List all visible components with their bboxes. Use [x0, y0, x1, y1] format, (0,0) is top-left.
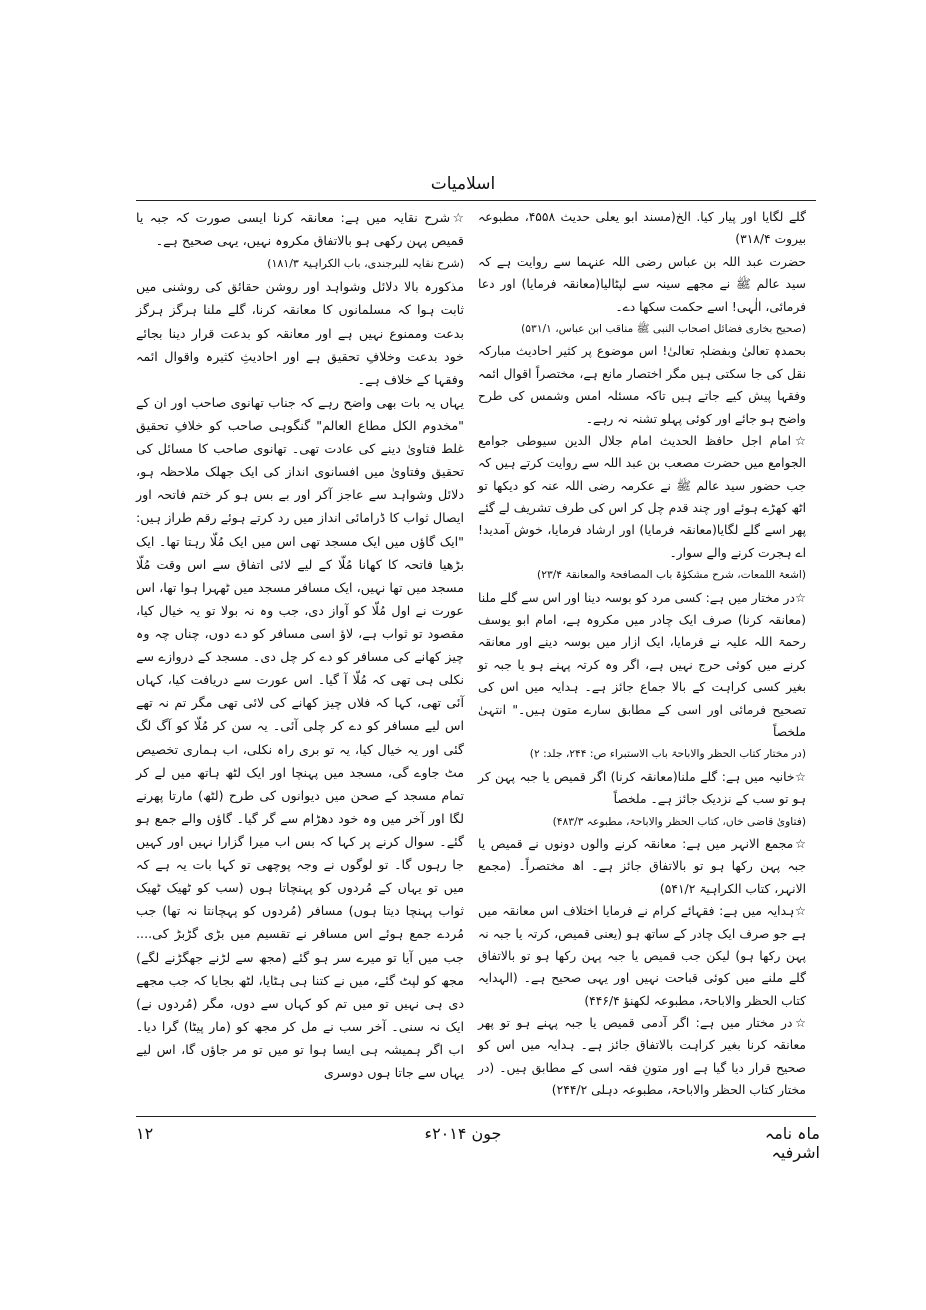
footer-magazine-name: ماہ نامہ اشرفیہ: [764, 1124, 820, 1162]
page-header-title: اسلامیات: [430, 174, 496, 194]
paragraph: حضرت عبد اللہ بن عباس رضی اللہ عنہما سے روایت ہے کہ سید عالم ﷺ نے مجھے سینہ سے لپٹالیا(معانقہ فرمایا) اور دعا فرمائی، الٰہی! اسے حکمت سکھا دے۔: [478, 254, 806, 314]
reference-citation: (اشعۃ اللمعات، شرح مشکوٰۃ باب المصافحۃ والمعانقۃ ۲۳/۴): [537, 568, 806, 582]
paragraph: بحمدہٖ تعالیٰ وبفضلہٖ تعالیٰ! اس موضوع پر کثیر احادیث مبارکہ نقل کی جا سکتی ہیں مگر اختصار مانع ہے، مختصراً اقوال ائمہ وفقہا پیش کیے جاتے ہیں تاکہ مسئلہ امس وشمس کی طرح واضح ہو جائے اور کوئی پہلو تشنہ نہ رہے۔: [478, 344, 806, 426]
paragraph: "ایک گاؤں میں ایک مسجد تھی اس میں ایک مُلّا رہتا تھا۔ ایک بڑھیا فاتحہ کا کھانا مُلّا کے لیے لائی اتفاق سے اس وقت مُلّا مسجد میں تھا نہیں، ایک مسافر مسجد میں ٹھہرا ہوا تھا، اس عورت نے اول مُلّا کو آواز دی، جب وہ نہ بولا تو یہ خیال کیا، مقصود تو ثواب ہے، لاؤ اسی مسافر کو دے دوں، چناں چہ وہ چیز کھانے کی مسافر کو دے کر چل دی۔ مسجد کے دروازے سے نکلی ہی تھی کہ مُلّا آ گیا۔ اس عورت سے دریافت کیا، کہاں آئی تھی، کہا کہ فلاں چیز کھانے کی لائی تھی مگر تم نہ تھے اس لیے مسافر کو دے کر چلی آئی۔ یہ سن کر مُلّا کو آگ لگ گئی اور یہ خیال کیا، یہ تو بری راہ نکلی، اب ہماری تخصیص مٹ جاوے گی، مسجد میں پہنچا اور ایک لٹھ ہاتھ میں لے کر تمام مسجد کے صحن میں دیوانوں کی طرح (لٹھ) مارتا پھرنے لگا اور آخر میں وہ خود دھڑام سے گر گیا۔ گاؤں والے جمع ہو گئے۔ سوال کرنے پر کہا کہ بس اب میرا گزارا نہیں اور کہیں جا رہوں گا۔ تو لوگوں نے وجہ پوچھی تو کہا بات یہ ہے کہ میں تو یہاں کے مُردوں کو پہنچاتا ہوں (سب کو ٹھیک ٹھیک ثواب پہنچا دیتا ہوں) مسافر (مُردوں کو پہچانتا نہ تھا) جب مُردے جمع ہوئے اس مسافر نے تقسیم میں بڑی گڑبڑ کی.... جب میں آیا تو میرے سر ہو گئے (مجھ سے لڑنے جھگڑنے لگے) مجھ کو لپٹ گئے، میں نے کتنا ہی ہٹایا، لٹھ بجایا کہ جب مجھے دی ہی نہیں تو میں تم کو کہاں سے دوں، مگر (مُردوں نے) ایک نہ سنی۔ آخر سب نے مل کر مجھ کو (مار پیٹا) گرا دیا۔ اب اگر ہمیشہ ہی ایسا ہوا تو میں تو مر جاؤں گا، اس لیے یہاں سے جاتا ہوں دوسری: [136, 533, 464, 1081]
right-text-column: [478, 206, 806, 1102]
paragraph: یہاں یہ بات بھی واضح رہے کہ جناب تھانوی صاحب اور ان کے "مخدوم الکل مطاع العالم" گنگوہی صاحب کو خلافِ تحقیق غلط فتاویٰ دینے کی عادت تھی۔ تھانوی صاحب کا مسائل کی تحقیق وفتاویٰ میں افسانوی انداز کی ایک جھلک ملاحظہ ہو، دلائل وشواہد سے عاجز آکر اور بے بس ہو کر ختم فاتحہ اور ایصال ثواب کا ڈرامائی انداز میں رد کرتے ہوئے رقم طراز ہیں:: [135, 394, 464, 526]
footer-divider: [136, 1116, 816, 1117]
paragraph: گلے لگایا اور پیار کیا. الخ(مسند ابو یعلی حدیث ۴۵۵۸، مطبوعہ بیروت ۳۱۸/۴): [478, 210, 806, 247]
header-divider: [136, 200, 816, 201]
reference-citation: (در مختار کتاب الحظر والاباحۃ باب الاستبراء ص: ۲۴۴، جلد: ۲): [529, 747, 806, 761]
paragraph: ☆در مختار میں ہے: کسی مرد کو بوسہ دینا اور اس سے گلے ملنا (معانقہ کرنا) صرف ایک چادر میں مکروہ ہے، امام ابو یوسف رحمۃ اللہ علیہ نے فرمایا، ایک ازار میں بوسہ دینے اور معانقہ کرنے میں کوئی حرج نہیں ہے، اگر وہ کرتہ پہنے ہو یا جبہ تو بغیر کسی کراہت کے بالا جماع جائز ہے۔ ہدایہ میں اس کی تصحیح فرمائی اور اسی کے مطابق سارے متون ہیں۔" انتہیٰ ملخصاً: [478, 590, 806, 739]
reference-citation: (صحیح بخاری فضائل اصحاب النبی ﷺ مناقب ابن عباس، ۵۳۱/۱): [521, 321, 806, 335]
footer-page-number: ۱۲: [136, 1124, 154, 1143]
paragraph: ☆خانیہ میں ہے: گلے ملنا(معانقہ کرنا) اگر قمیص یا جبہ پہن کر ہو تو سب کے نزدیک جائز ہے۔ ملخصاً: [478, 769, 806, 807]
paragraph: ☆ہدایہ میں ہے: فقہائے کرام نے فرمایا اختلاف اس معانقہ میں ہے جو صرف ایک چادر کے ساتھ ہو (یعنی قمیص، کرتہ یا جبہ نہ پہن رکھا ہو) لیکن جب قمیص یا جبہ پہن رکھا ہو تو بالاتفاق گلے ملنے میں کوئی قباحت نہیں اور یہی صحیح ہے۔ (الہدایہ کتاب الحظر والاباحۃ، مطبوعہ لکھنؤ ۴۴۶/۴): [478, 904, 806, 1008]
reference-citation: (فتاویٰ قاضی خاں، کتاب الحظر والاباحۃ، مطبوعہ ۴۸۳/۳): [552, 814, 806, 828]
paragraph: ☆مجمع الانہر میں ہے: معانقہ کرنے والوں دونوں نے قمیص یا جبہ پہن رکھا ہو تو بالاتفاق جائز ہے۔ اھ مختصراً۔ (مجمع الانہر، کتاب الکراہیۃ ۵۴۱/۲): [478, 836, 806, 896]
paragraph: ☆در مختار میں ہے: اگر آدمی قمیص یا جبہ پہنے ہو تو پھر معانقہ کرنا بغیر کراہت بالاتفاق جائز ہے۔ ہدایہ میں اس کو صحیح قرار دیا گیا ہے اور متونِ فقہ اسی کے مطابق ہیں۔ (در مختار کتاب الحظر والاباحۃ، مطبوعہ دہلی ۲۴۴/۲): [478, 1016, 806, 1098]
paragraph: مذکورہ بالا دلائل وشواہد اور روشن حقائق کی روشنی میں ثابت ہوا کہ مسلمانوں کا معانقہ کرنا، گلے ملنا ہرگز ہرگز بدعت وممنوع نہیں ہے اور معانقہ کو بدعت قرار دینا بجائے خود بدعت وخلافِ تحقیق ہے اور احادیثِ کثیرہ واقوال ائمہ وفقہا کے خلاف ہے۔: [136, 279, 464, 387]
footer-issue-date: جون ۲۰۱۴ء: [424, 1124, 502, 1143]
paragraph: ☆امام اجل حافظ الحدیث امام جلال الدین سیوطی جوامع الجوامع میں حضرت مصعب بن عبد اللہ سے روایت کرتے ہیں کہ جب حضور سید عالم ﷺ نے عکرمہ رضی اللہ عنہ کو دیکھا تو اٹھ کھڑے ہوئے اور چند قدم چل کر اس کی طرف تشریف لے گئے پھر اسے گلے لگایا(معانقہ فرمایا) اور ارشاد فرمایا، خوش آمدید! اے ہجرت کرنے والے سوار۔: [478, 433, 806, 560]
paragraph: ☆شرح نقایہ میں ہے: معانقہ کرنا ایسی صورت کہ جبہ یا قمیص پہن رکھی ہو بالاتفاق مکروہ نہیں، یہی صحیح ہے۔: [136, 210, 464, 249]
left-text-column: [136, 206, 464, 1084]
reference-citation: (شرح نقایہ للبرجندی، باب الکراہیۃ ۱۸۱/۳): [267, 257, 464, 271]
